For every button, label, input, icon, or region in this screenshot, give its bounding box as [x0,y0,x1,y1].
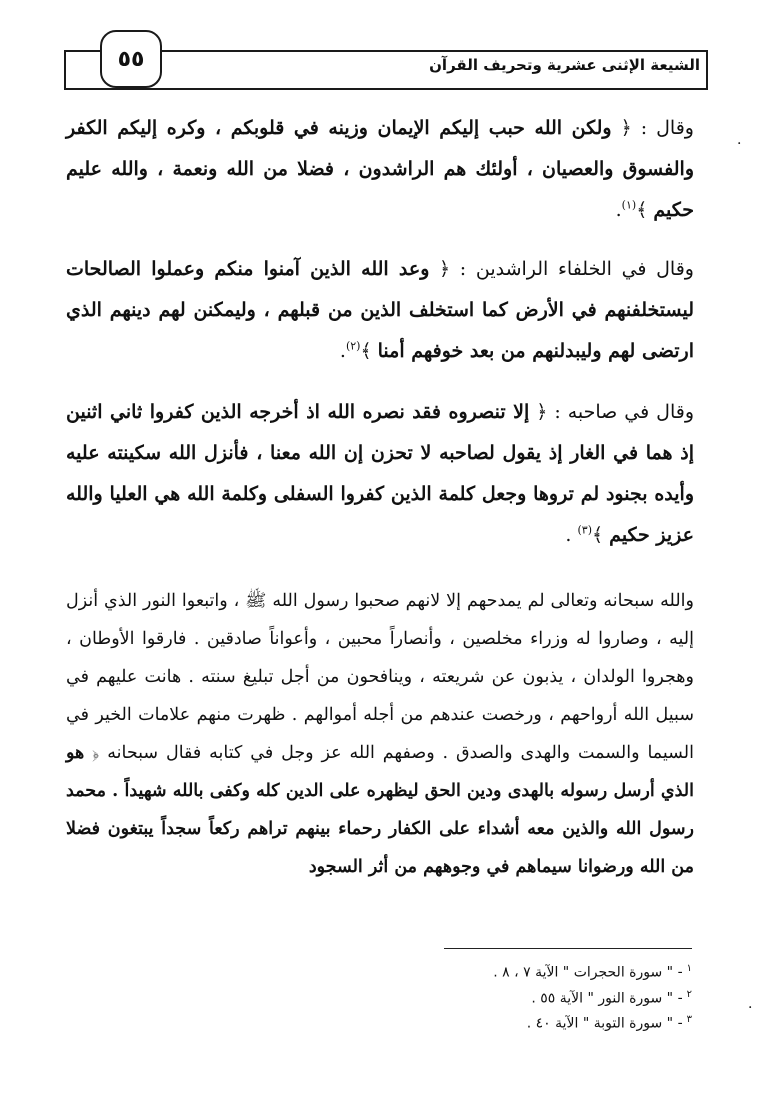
paragraph-body: والله سبحانه وتعالى لم يمدحهم إلا لانهم صحبوا رسول الله ﷺ ، واتبعوا النور الذي أنزل إليه ، وصاروا له وزراء مخلصين ، وأنصاراً محبين ، وأعواناً صادقين . فارقوا الأوطان ، وهجروا الولدان ، يذبون عن شريعته ، وينافحون من أجل تبليغ سنته . هانت عليهم في سبيل الله أرواحهم ، ورخصت عندهم من أجله أموالهم . ظهرت منهم علامات الخير في السيما والسمت والهدى والصدق . وصفهم الله عز وجل في كتابه فقال سبحانه [66,591,694,763]
ornate-bracket-open: ﴿ [611,117,632,139]
paragraph-3 [66,392,694,556]
footnote-number: ١ [686,963,692,974]
ornate-bracket-close: ﴾ [360,340,378,362]
quran-quote: هو الذي أرسل رسوله بالهدى ودين الحق ليظهره على الدين كله وكفى بالله شهيداً . محمد رسول الله والذين معه أشداء على الكفار رحماء بينهم تراهم ركعاً سجداً يبتغون فضلا من الله ورضوانا سيماهم في وجوههم من أثر السجود [66,743,694,877]
paragraph-intro: وقال : [631,117,694,139]
paragraph-intro: وقال في الخلفاء الراشدين : [450,258,694,280]
paragraph-1 [66,108,694,231]
sentence-end: . [339,340,346,362]
footnote-2 [392,984,692,1010]
paragraph-intro: وقال في صاحبه : [547,401,694,423]
footnote-number: ٢ [686,988,692,1000]
ornate-bracket-open: ﴿ [84,743,100,763]
paragraph-2 [66,249,694,372]
footnotes [392,958,692,1035]
footnote-number: ٣ [686,1014,692,1026]
scan-mark: · [748,1000,753,1016]
footnote-text: - " سورة الحجرات " الآية ٧ ، ٨ . [493,964,683,981]
ornate-bracket-open: ﴿ [429,258,451,280]
running-title: الشيعة الإثنى عشرية وتحريف القرآن [429,56,700,74]
quran-quote: وعد الله الذين آمنوا منكم وعملوا الصالحات ليستخلفنهم في الأرض كما استخلف الذين من قبلهم ، وليمكنن لهم دينهم الذي ارتضى لهم وليبدلنهم من بعد خوفهم أمنا [66,258,694,362]
scan-mark: · [737,136,742,152]
page-number: ٥٥ [100,30,162,88]
footnote-1 [392,958,692,984]
ornate-bracket-close: ﴾ [636,199,654,221]
footnote-ref: (٢) [345,339,361,353]
sentence-end: . [565,524,578,546]
paragraph-4 [66,582,694,886]
footnote-text: - " سورة التوبة " الآية ٤٠ . [526,1015,683,1032]
footnote-3 [392,1009,692,1035]
quran-quote: ولكن الله حبب إليكم الإيمان وزينه في قلوبكم ، وكره إليكم الكفر والفسوق والعصيان ، أولئك هم الراشدون ، فضلا من الله ونعمة ، والله عليم حكيم [66,117,694,221]
sentence-end: . [615,199,622,221]
footnote-ref: (٣) [577,523,592,537]
ornate-bracket-open: ﴿ [529,401,548,423]
quran-quote: إلا تنصروه فقد نصره الله اذ أخرجه الذين كفروا ثاني اثنين إذ هما في الغار إذ يقول لصاحبه لا تحزن إن الله معنا ، فأنزل الله سكينته عليه وأيده بجنود لم تروها وجعل كلمة الذين كفروا السفلى وكلمة الله هي العليا والله عزيز حكيم [66,401,694,546]
footnote-ref: (١) [621,198,637,212]
footnote-text: - " سورة النور " الآية ٥٥ . [531,990,683,1007]
ornate-bracket-close: ﴾ [591,524,610,546]
footnote-separator [444,948,692,949]
